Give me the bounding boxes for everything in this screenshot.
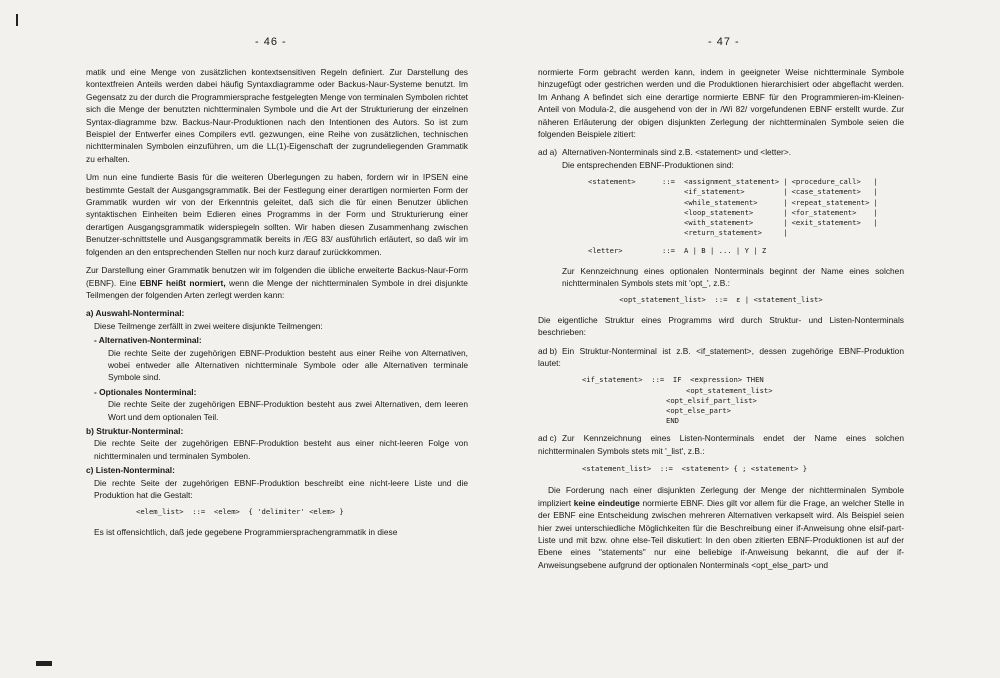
paragraph: Die eigentliche Struktur eines Programms wird durch Struktur- und Listen-Nonterminals beschrieben:: [538, 314, 904, 338]
section-text: Die rechte Seite der zugehörigen EBNF-Produktion besteht aus einer Reihe von Alternativen, wobei entweder alle Alternativen nichtterminale Symbole oder alle Alternativen terminale Symbole sind.: [108, 347, 468, 383]
paragraph: Es ist offensichtlich, daß jede gegebene Programmiersprachengrammatik in diese: [94, 526, 398, 537]
section-heading: c) Listen-Nonterminal:: [86, 465, 175, 476]
alternative-item: <procedure_call>: [791, 177, 861, 187]
ebnf-production: <elem_list> ::= <elem> { 'delimiter' <elem> }: [136, 507, 344, 517]
separator: [873, 228, 881, 238]
alternative-item: <while_statement>: [684, 197, 758, 207]
section-heading: a) Auswahl-Nonterminal:: [86, 308, 185, 319]
separator: |: [783, 218, 788, 228]
example-ad-a: ad a) Alternativen-Nonterminals sind z.B. <statement> und <letter>. Die entsprechenden EBNF-Produktionen sind: <statement> ::= <assignment_statement> | <procedure_call> | <if_statement> | <case_statement> | <while_statement> | <repeat_statement> | <loop_statement> | <for_statement> | <with_statement> | <exit_statement> | <return_statement> | <letter> ::= A | B | ... | Y | Z Zur Kennzeichnung eines optionalen Nonterminals beginnt der Name eines solchen nichtterminalen Symbols stets mit 'opt_', z.B.: <opt_statement_list> ::= ε | <statement_list>: [538, 147, 904, 305]
example-ad-c: ad c) Zur Kennzeichnung eines Listen-Nonterminals endet der Name eines solchen nichtterminalen Symbols stets mit '_list', z.B.: <statement_list> ::= <statement> { ; <statement> }: [538, 433, 904, 474]
alternative-item: <if_statement>: [684, 187, 745, 197]
alternative-item: <for_statement>: [791, 207, 857, 217]
paragraph: Um nun eine fundierte Basis für die weiteren Überlegungen zu haben, fordern wir in IPSEN eine bestimmte Gestalt der Ausgangsgrammatik. Bei der Festlegung einer derartigen normierten Form der Grammatik wurden wir von der Erkenntnis geleitet, daß sich die für einen Benutzer üblichen syntaktischen Einheiten beim Edieren eines Programms in der Form und Strukturierung einer derartigen Ausgangsgrammatik widerspiegeln sollten. Wir haben diesen Zusammenhang zwischen Benutzer-schnittstelle und Ausgangsgrammatik bereits in /EG 83/ ausführlich erläutert, so daß wir im folgenden an den entsprechenden Stellen nur noch kurz darauf zurückkommen.: [86, 172, 468, 257]
ebnf-production: <opt_statement_list> ::= ε | <statement_list>: [619, 295, 823, 305]
page-number: - 47 -: [708, 36, 740, 48]
paragraph: Zur Kennzeichnung eines optionalen Nonterminals beginnt der Name eines solchen nichtterminalen Symbols stets mit 'opt_', z.B.:: [562, 265, 904, 289]
emphasis: keine eindeutige: [573, 497, 640, 508]
separator: |: [873, 197, 878, 207]
alternative-item: <repeat_statement>: [791, 197, 870, 207]
alternative-item: <exit_statement>: [791, 218, 861, 228]
separator: |: [783, 197, 788, 207]
separator: |: [783, 187, 788, 197]
section-text: Die rechte Seite der zugehörigen EBNF-Produktion besteht aus einer nicht-leeren Folge von nichtterminalen und terminalen Symbolen.: [94, 438, 468, 461]
section-text: Die rechte Seite der zugehörigen EBNF-Produktion beschreibt eine nicht-leere Liste und die Produktion hat die Gestalt:: [94, 477, 468, 500]
page-47: [500, 0, 1000, 678]
separator: |: [783, 207, 788, 217]
subsection-heading: - Optionales Nonterminal:: [94, 386, 197, 397]
separator: |: [873, 218, 878, 228]
text-column: [86, 66, 468, 538]
ebnf-production: <statement> ::= <assignment_statement> | <procedure_call> | <if_statement> | <case_statement> | <while_statement> | <repeat_statement> | <loop_statement> | <for_statement> | <with_statement> | <exit_statement> | <return_statement> | <letter> ::= A | B | ... | Y | Z: [588, 177, 904, 256]
separator: |: [783, 228, 788, 238]
alternative-item: <loop_statement>: [684, 207, 754, 217]
separator: |: [873, 187, 878, 197]
alternative-item: <assignment_statement>: [684, 177, 780, 187]
alternative-item: <case_statement>: [791, 187, 861, 197]
example-ad-b: ad b) Ein Struktur-Nonterminal ist z.B. <if_statement>, dessen zugehörige EBNF-Produktion lautet: <if_statement> ::= IF <expression> THEN <opt_statement_list> <opt_elsif_part_list> <opt_else_part> END: [538, 345, 904, 426]
paragraph: normierte Form gebracht werden kann, indem in geeigneter Weise nichtterminale Symbole hinzugefügt oder gestrichen werden und die Produktionen hierarchisiert oder abgeflacht werden. Im Anhang A befindet sich eine derartige normierte EBNF für den Programmieren-im-Kleinen-Anteil von Modula-2, die ausgehend von der in /Wi 82/ vorgefundenen EBNF erstellt wurde. Zur näheren Erläuterung der obigen disjunkten Zerlegung der nichtterminalen Symbole seien die folgenden Beispiele zitiert:: [538, 67, 904, 140]
page-number: - 46 -: [255, 36, 287, 48]
section-text: Diese Teilmenge zerfällt in zwei weitere disjunkte Teilmengen:: [94, 320, 323, 331]
section-heading: b) Struktur-Nonterminal:: [86, 425, 184, 436]
alternative-item: <return_statement>: [684, 228, 762, 238]
paragraph: Die Forderung nach einer disjunkten Zerlegung der Menge der nichtterminalen Symbole impliziert keine eindeutige normierte EBNF. Dies gilt vor allem für die Frage, an welcher Stelle in der EBNF eine Entscheidung zwischen mehreren Alternativen verkapselt wird. Als Beispiel seien hier zwei unterschiedliche Möglichkeiten für die Beschreibung einer if-Anweisung ohne elsif-part-Liste und mit bzw. ohne else-Teil diskutiert: In den oben zitierten EBNF-Produktionen ist auf der Ebene eines "statements" nur eine beliebige if-Anweisung bekannt, die auf der if-Anweisungsebene aufgrund der optionalen Nonterminals <opt_else_part> und: [538, 485, 904, 570]
alternative-item: <with_statement>: [684, 218, 754, 228]
section-text: Die rechte Seite der zugehörigen EBNF-Produktion besteht aus zwei Alternativen, dem leeren Wort und dem optionalen Teil.: [108, 399, 468, 422]
separator: |: [873, 177, 878, 187]
ebnf-production: <if_statement> ::= IF <expression> THEN <opt_statement_list> <opt_elsif_part_list> <opt_else_part> END: [582, 375, 773, 426]
paragraph: Zur Darstellung einer Grammatik benutzen wir im folgenden die übliche erweiterte Backus-Naur-Form (EBNF). Eine EBNF heißt normiert, wenn die Menge der nichtterminalen Symbole in drei disjunkte Teilmengen der folgenden Arten zerlegt werden kann:: [86, 265, 468, 300]
subsection-heading: - Alternativen-Nonterminal:: [94, 335, 202, 346]
emphasis: EBNF heißt normiert,: [139, 277, 226, 288]
alternative-item: [792, 228, 874, 238]
separator: |: [783, 177, 788, 187]
alternatives-table: [684, 177, 882, 238]
paragraph: matik und eine Menge von zusätzlichen kontextsensitiven Regeln definiert. Zur Darstellung des kontextfreien Anteils werden dabei häufig Syntaxdiagramme oder Backus-Naur-Systeme benutzt. Im Gegensatz zu der durch die Programmiersprache festgelegten Menge von terminalen Symbolen richtet sich die Menge der benutzten nichtterminalen Symbole und die Art der Strukturierung der einzelnen Syntax-diagramme bzw. Backus-Naur-Produktionen nach den Intentionen des Autors. So ist zum Beispiel der Entwerfer eines Compilers evtl. gezwungen, eine Reihe von zusätzlichen, technischen nichtterminalen Symbolen einzuführen, um die LL(1)-Eigenschaft der zugrundeliegenden Grammatik zu erhalten.: [86, 67, 468, 164]
ebnf-production: <statement_list> ::= <statement> { ; <statement> }: [582, 464, 808, 474]
separator: |: [873, 207, 878, 217]
text-column: [538, 66, 904, 577]
